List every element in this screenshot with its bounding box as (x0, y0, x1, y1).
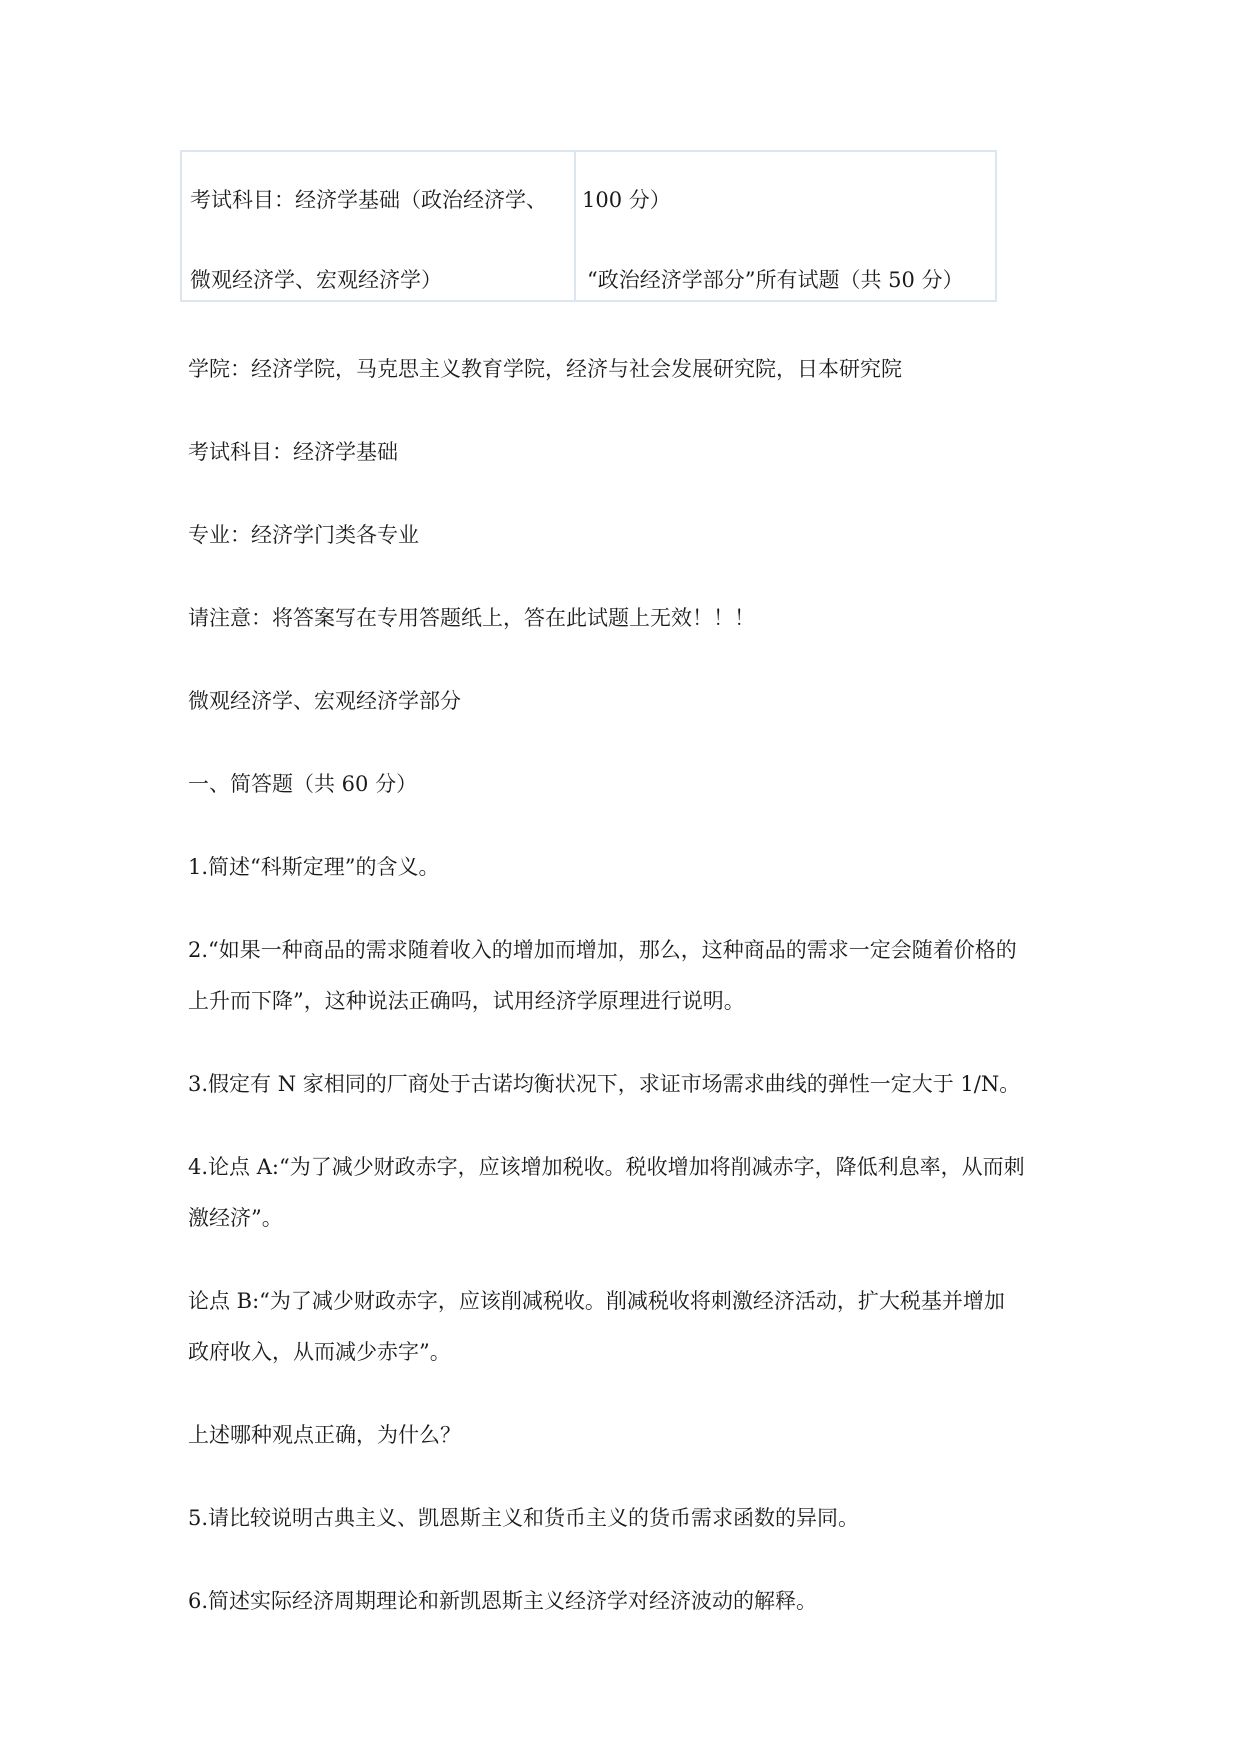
table-divider (574, 152, 576, 300)
question-5: 5.请比较说明古典主义、凯恩斯主义和货币主义的货币需求函数的异同。 (188, 1506, 860, 1530)
question-4b-line2: 政府收入，从而减少赤字”。 (188, 1340, 451, 1364)
question-1: 1.简述“科斯定理”的含义。 (188, 855, 440, 879)
question-2-line2: 上升而下降”，这种说法正确吗，试用经济学原理进行说明。 (188, 989, 745, 1013)
part-title: 微观经济学、宏观经济学部分 (188, 689, 461, 713)
header-table (180, 150, 997, 302)
question-4b-line1: 论点 B:“为了减少财政赤字，应该削减税收。削减税收将刺激经济活动，扩大税基并增加 (188, 1289, 1005, 1313)
question-4a-line2: 激经济”。 (188, 1206, 283, 1230)
header-left-line2: 微观经济学、宏观经济学） (190, 268, 442, 292)
question-4a-line1: 4.论点 A:“为了减少财政赤字，应该增加税收。税收增加将削减赤字，降低利息率，从而刺 (188, 1155, 1025, 1179)
subject-line: 考试科目：经济学基础 (188, 440, 398, 464)
header-right-line1: 100 分） (582, 188, 671, 212)
question-3: 3.假定有 N 家相同的厂商处于古诺均衡状况下，求证市场需求曲线的弹性一定大于 1/N。 (188, 1072, 1021, 1096)
notice-line: 请注意：将答案写在专用答题纸上，答在此试题上无效！！！ (188, 606, 755, 630)
major-line: 专业：经济学门类各专业 (188, 523, 419, 547)
header-left-line1: 考试科目：经济学基础（政治经济学、 (190, 188, 547, 212)
question-2-line1: 2.“如果一种商品的需求随着收入的增加而增加，那么，这种商品的需求一定会随着价格的 (188, 938, 1017, 962)
college-line: 学院：经济学院，马克思主义教育学院，经济与社会发展研究院，日本研究院 (188, 357, 902, 381)
header-right-line2: “政治经济学部分”所有试题（共 50 分） (587, 268, 964, 292)
question-6: 6.简述实际经济周期理论和新凯恩斯主义经济学对经济波动的解释。 (188, 1589, 818, 1613)
question-4-ask: 上述哪种观点正确，为什么？ (188, 1423, 461, 1447)
question-type-heading: 一、简答题（共 60 分） (188, 772, 418, 796)
